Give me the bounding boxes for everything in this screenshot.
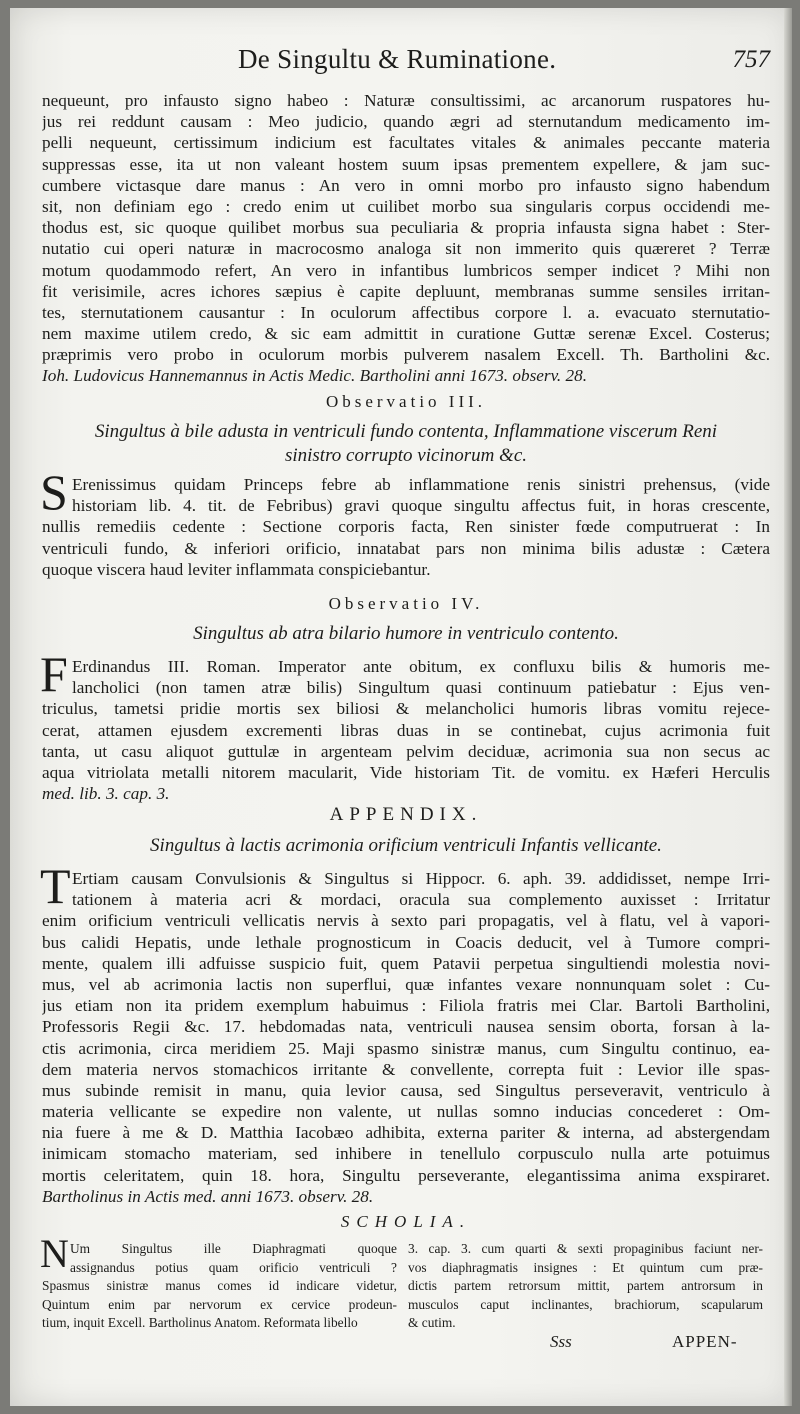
scholia-left-column <box>42 1240 397 1333</box>
scholia-right-column <box>408 1240 763 1333</box>
text-line: med. lib. 3. cap. 3. <box>42 784 170 804</box>
text-line: tanta, ut casu aliquot guttulæ in argenteam pelvim deciduæ, acrimonia sua non secus ac <box>42 741 770 761</box>
text-line: thodus est, sic quoque quilibet morbus sua peculiaria & propria infausta signa habet : Ster- <box>42 218 770 238</box>
text-line: Spasmus sinistræ manus comes id indicare videtur, <box>42 1278 397 1294</box>
text-line: quoque viscera haud leviter inflammata conspiciebantur. <box>42 559 431 579</box>
appendix-text <box>42 868 770 1207</box>
page-edge <box>784 8 792 1406</box>
observation-3-heading-block <box>42 392 770 412</box>
text-line: Ertiam causam Convulsionis & Singultus si Hippocr. 6. aph. 39. addidisset, nempe Irri- <box>72 869 770 888</box>
appendix-heading: APPENDIX. <box>329 804 483 825</box>
observation-4-text <box>42 656 770 804</box>
text-line: suppressas esse, ita ut non valeant hostem suum ipsas prementem expellere, & jam suc- <box>42 154 770 174</box>
drop-cap: T <box>40 858 71 914</box>
observation-3-subtitle: Singultus à bile adusta in ventriculi fundo contenta, Inflammatione viscerum Reni <box>94 421 718 442</box>
text-line: historiam lib. 4. tit. de Febribus) gravi quoque singultu affectus fuit, in horas crescente, <box>72 496 770 516</box>
text-line: triculus, tametsi pridie mortis sex biliosi & melancholici humoris libras vomitu rejece- <box>42 699 770 719</box>
text-line: musculos caput inclinantes, brachiorum, scapularum <box>408 1296 763 1312</box>
opening-paragraph <box>42 90 770 387</box>
signature-mark: Sss <box>550 1332 572 1351</box>
running-title: De Singultu & Ruminatione. <box>238 44 557 74</box>
catchword: APPEN- <box>672 1332 738 1351</box>
text-line: pelli nequeunt, certissimum indicium est facultates vitales & animales peccante materia <box>42 133 770 153</box>
drop-cap: S <box>40 464 68 520</box>
text-line: sit, non definiam ego : credo enim ut cuilibet morbo sua singularis corpus occidendi me- <box>42 196 770 216</box>
text-line: tium, inquit Excell. Bartholinus Anatom. Reformata libello <box>42 1315 358 1331</box>
text-line: enim orificium ventriculi vellicatis nervis à sexto pari propagatis, vel à flatu, vel à vapori- <box>42 911 770 931</box>
text-line: Quintum enim par nervorum ex cervice prodeun- <box>42 1296 397 1312</box>
text-line: ctis acrimonia, circa meridiem 25. Maji spasmo sinistræ manus, cum Singultu continuo, ea- <box>42 1038 770 1058</box>
appendix-heading-block <box>42 804 770 826</box>
text-line: nutatio cui operi naturæ in macrocosmo analoga sit non immerito quis quæreret ? Terræ <box>42 239 770 259</box>
text-line: dictis partem retrorsum mittit, partem antrorsum in <box>408 1278 763 1294</box>
text-line: tationem à materia acri & mordaci, oracula sua complemento auxisset : Irritatur <box>72 890 770 910</box>
book-page <box>10 8 792 1406</box>
observation-3-heading: Observatio III. <box>325 392 487 411</box>
text-line: cumbere victasque dare manus : An vero in omni morbo pro infausto signo habendum <box>42 175 770 195</box>
text-line: mus, vel ab acrimonia lactis non superflui, quæ infantes vexare nonnunquam solet : Cu- <box>42 974 770 994</box>
text-line: assignandus potius quam orificio ventriculi ? <box>70 1259 397 1275</box>
page-number: 757 <box>732 46 770 73</box>
observation-4-heading-block <box>42 594 770 614</box>
text-line: nem maxime utilem credo, & sic eam admittit in curatione Guttæ serenæ Excel. Costerus; <box>42 324 770 344</box>
text-line: jus rei reddunt causam : Meo judicio, quando ægri ad sternutandum medicamento im- <box>42 112 770 132</box>
text-line: bus calidi Hepatis, unde lethale prognosticum in Coacis deducit, vel à Tumore compri- <box>42 932 770 952</box>
observation-4-subtitle: Singultus ab atra bilario humore in ventriculo contento. <box>193 623 619 644</box>
text-line: mus subinde remisit in manu, quia levior causa, sed Singultus perseveravit, ventriculo à <box>42 1080 770 1100</box>
text-line: vos diaphragmatis insignes : Et quintum cum præ- <box>408 1259 763 1275</box>
drop-cap: F <box>40 646 68 702</box>
text-line: dem materia nervos stomachicos irritante & convellente, correpta fuit : Levior ille spas- <box>42 1059 770 1079</box>
text-line: & cutim. <box>408 1315 456 1331</box>
drop-cap: N <box>40 1231 69 1276</box>
scholia-heading-block <box>42 1212 770 1232</box>
observation-4-subtitle-block <box>42 622 770 646</box>
appendix-subtitle-block <box>42 834 770 858</box>
text-line: Ioh. Ludovicus Hannemannus in Actis Medic. Bartholini anni 1673. observ. 28. <box>42 366 588 386</box>
text-line: nullis remediis cedente : Sectione corporis facta, Ren sinister fœde computruerat : In <box>42 517 770 537</box>
appendix-subtitle: Singultus à lactis acrimonia orificium ventriculi Infantis vellicante. <box>150 835 662 856</box>
text-line: tes, sternutationem causantur : In oculorum affectibus corpore l. a. evacuato sternutatio- <box>42 302 770 322</box>
text-line: inimicam stomacho materiam, sed inhibere in tenellulo corpusculo nulla arte potuimus <box>42 1144 770 1164</box>
observation-3-text <box>42 474 770 580</box>
text-line: aqua vitriolata metalli nitorem macularit, Vide historiam Tit. de vomitu. ex Hæferi Herculis <box>42 762 770 782</box>
text-line: materia vellicante se expedire non valente, ut nullas somno inducias concederet : Om- <box>42 1102 770 1122</box>
text-line: præprimis vero probo in oculorum morbis pulverem nasalem Excell. Th. Bartholini &c. <box>42 345 770 365</box>
text-line: ventriculi fundo, & inferiori orificio, innatabat pars non minima bilis adustæ : Cætera <box>42 538 770 558</box>
text-line: mortis celeritatem, quin 18. hora, Singultu perseverante, elegantissima anima exspiraret. <box>42 1165 770 1185</box>
text-line: motum quodammodo refert, An vero in infantibus lumbricos semper indicet ? Mihi non <box>42 260 770 280</box>
text-line: jus etiam non ita pridem exemplum habuimus : Filiola fratris mei Clar. Bartoli Bartholini, <box>42 996 770 1016</box>
text-line: cerat, attamen ejusdem excrementi libras duas in se continebat, cujus acrimonia fuit <box>42 720 770 740</box>
text-line: nequeunt, pro infausto signo habeo : Naturæ consultissimi, ac arcanorum ruspatores hu- <box>42 91 770 110</box>
text-line: Erdinandus III. Roman. Imperator ante obitum, ex confluxu bilis & humoris me- <box>72 657 770 676</box>
text-line: fit verisimile, acres ichores sæpius è capite depluunt, membranas summe sensiles irritan- <box>42 281 770 301</box>
scholia-heading: SCHOLIA. <box>340 1212 472 1231</box>
text-line: Erenissimus quidam Princeps febre ab inflammatione renis sinistri prehensus, (vide <box>72 475 770 494</box>
observation-4-heading: Observatio IV. <box>328 594 484 613</box>
text-line: nia fuere à me & D. Matthia Iacobæo adhibita, externa pariter & interna, ad abstergendam <box>42 1123 770 1143</box>
observation-3-subtitle: sinistro corrupto vicinorum &c. <box>284 445 528 466</box>
text-line: 3. cap. 3. cum quarti & sexti propaginibus faciunt ner- <box>408 1241 763 1256</box>
text-line: mente, qualem illi adfuisse suspicio fuit, quem Patavii perpetua singultiendi molestia novi- <box>42 953 770 973</box>
text-line: Bartholinus in Actis med. anni 1673. observ. 28. <box>42 1186 374 1206</box>
observation-3-subtitle-block <box>42 420 770 468</box>
text-line: Um Singultus ille Diaphragmati quoque <box>70 1241 397 1256</box>
text-line: Professoris Regii &c. 17. hebdomadas nata, ventriculi nausea sensim oborta, forsan à la- <box>42 1017 770 1037</box>
text-line: lancholici (non tamen atræ bilis) Singultum quasi continuum patiebatur : Ejus ven- <box>72 678 770 698</box>
